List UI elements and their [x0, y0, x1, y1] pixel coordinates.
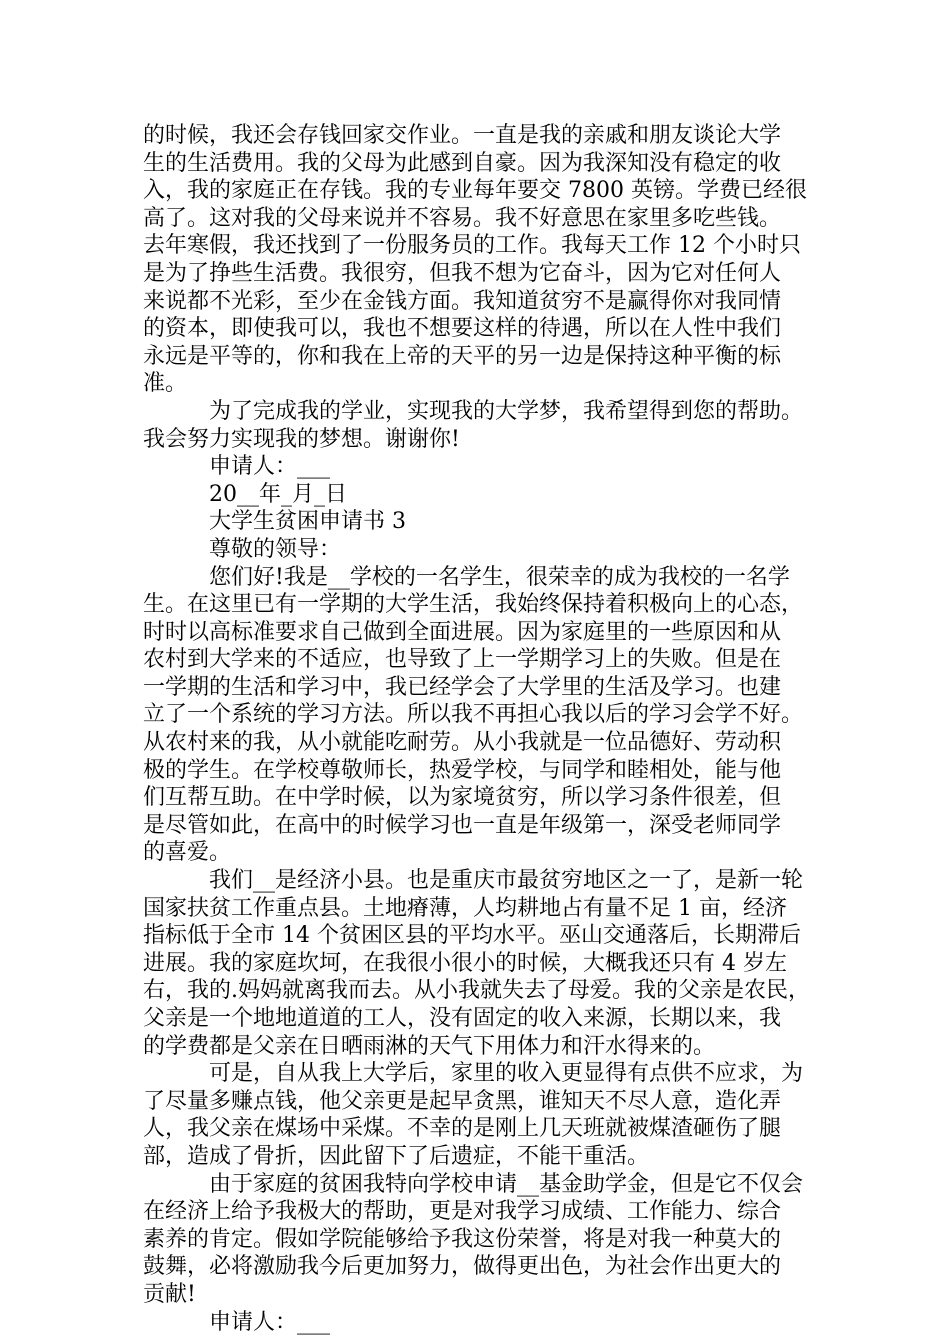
text-line: 去年寒假，我还找到了一份服务员的工作。我每天工作 12 个小时只 — [143, 233, 801, 259]
salutation: 尊敬的领导： — [143, 536, 342, 562]
text-line: 生的生活费用。我的父母为此感到自豪。因为我深知没有稳定的收 — [143, 150, 782, 176]
text-line: 极的学生。在学校尊敬师长，热爱学校，与同学和睦相处，能与他 — [143, 757, 782, 783]
text-line: 我会努力实现我的梦想。谢谢你! — [143, 426, 460, 452]
text-line: 可是，自从我上大学后，家里的收入更显得有点供不应求，为 — [143, 1061, 804, 1087]
applicant-signature-line: 申请人：___ — [143, 454, 331, 480]
date-line: 20__年_月_日 — [143, 481, 347, 507]
text-line: 的喜爱。 — [143, 840, 232, 866]
text-line: 永远是平等的，你和我在上帝的天平的另一边是保持这种平衡的标 — [143, 343, 782, 369]
text-line: 们互帮互助。在中学时候，以为家境贫穷，所以学习条件很差，但 — [143, 785, 782, 811]
text-line: 是尽管如此，在高中的时候学习也一直是年级第一，深受老师同学 — [143, 812, 782, 838]
text-line: 来说都不光彩，至少在金钱方面。我知道贫穷不是赢得你对我同情 — [143, 288, 782, 314]
text-line: 鼓舞，必将激励我今后更加努力，做得更出色，为社会作出更大的 — [143, 1254, 782, 1280]
text-line: 高了。这对我的父母来说并不容易。我不好意思在家里多吃些钱。 — [143, 205, 782, 231]
text-line: 生。在这里已有一学期的大学生活，我始终保持着积极向上的心态， — [143, 592, 804, 618]
text-line: 立了一个系统的学习方法。所以我不再担心我以后的学习会学不好。 — [143, 702, 804, 728]
text-line: 在经济上给予我极大的帮助，更是对我学习成绩、工作能力、综合 — [143, 1199, 782, 1225]
text-line: 人，我父亲在煤场中采煤。不幸的是刚上几天班就被煤渣砸伤了腿 — [143, 1116, 782, 1142]
document-body — [143, 122, 823, 1336]
text-line: 农村到大学来的不适应，也导致了上一学期学习上的失败。但是在 — [143, 647, 782, 673]
text-line: 指标低于全市 14 个贫困区县的平均水平。巫山交通落后，长期滞后 — [143, 923, 801, 949]
text-line: 的时候，我还会存钱回家交作业。一直是我的亲戚和朋友谈论大学 — [143, 123, 782, 148]
section-title: 大学生贫困申请书 3 — [143, 509, 406, 535]
text-line: 入，我的家庭正在存钱。我的专业每年要交 7800 英镑。学费已经很 — [143, 178, 807, 204]
applicant-signature-line: 申请人：___ — [143, 1309, 331, 1335]
text-line: 贡献! — [143, 1281, 196, 1307]
text-line: 父亲是一个地地道道的工人，没有固定的收入来源，长期以来，我 — [143, 1006, 782, 1031]
text-line: 国家扶贫工作重点县。土地瘠薄，人均耕地占有量不足 1 亩，经济 — [143, 895, 787, 921]
text-line: 部，造成了骨折，因此留下了后遗症，不能干重活。 — [143, 1143, 650, 1169]
text-line: 时时以高标准要求自己做到全面进展。因为家庭里的一些原因和从 — [143, 619, 782, 645]
text-line: 右，我的.妈妈就离我而去。从小我就失去了母爱。我的父亲是农民， — [143, 978, 810, 1004]
text-line: 从农村来的我，从小就能吃耐劳。从小我就是一位品德好、劳动积 — [143, 730, 782, 756]
text-line: 准。 — [143, 371, 188, 397]
text-line: 是为了挣些生活费。我很穷，但我不想为它奋斗，因为它对任何人 — [143, 260, 782, 286]
text-line: 了尽量多赚点钱，他父亲更是起早贪黑，谁知天不尽人意，造化弄 — [143, 1088, 782, 1114]
text-line: 素养的肯定。假如学院能够给予我这份荣誉，将是对我一种莫大的 — [143, 1226, 782, 1252]
text-line: 进展。我的家庭坎坷，在我很小很小的时候，大概我还只有 4 岁左 — [143, 950, 787, 976]
text-line: 一学期的生活和学习中，我已经学会了大学里的生活及学习。也建 — [143, 674, 782, 700]
text-line: 的学费都是父亲在日晒雨淋的天气下用体力和汗水得来的。 — [143, 1033, 716, 1059]
text-line: 的资本，即使我可以，我也不想要这样的待遇，所以在人性中我们 — [143, 316, 782, 342]
text-line: 由于家庭的贫困我特向学校申请__基金助学金，但是它不仅会 — [143, 1171, 804, 1197]
text-line: 为了完成我的学业，实现我的大学梦，我希望得到您的帮助。 — [143, 398, 804, 424]
text-line: 我们__是经济小县。也是重庆市最贫穷地区之一了，是新一轮 — [143, 868, 804, 894]
text-line: 您们好!我是__学校的一名学生，很荣幸的成为我校的一名学 — [143, 564, 790, 590]
